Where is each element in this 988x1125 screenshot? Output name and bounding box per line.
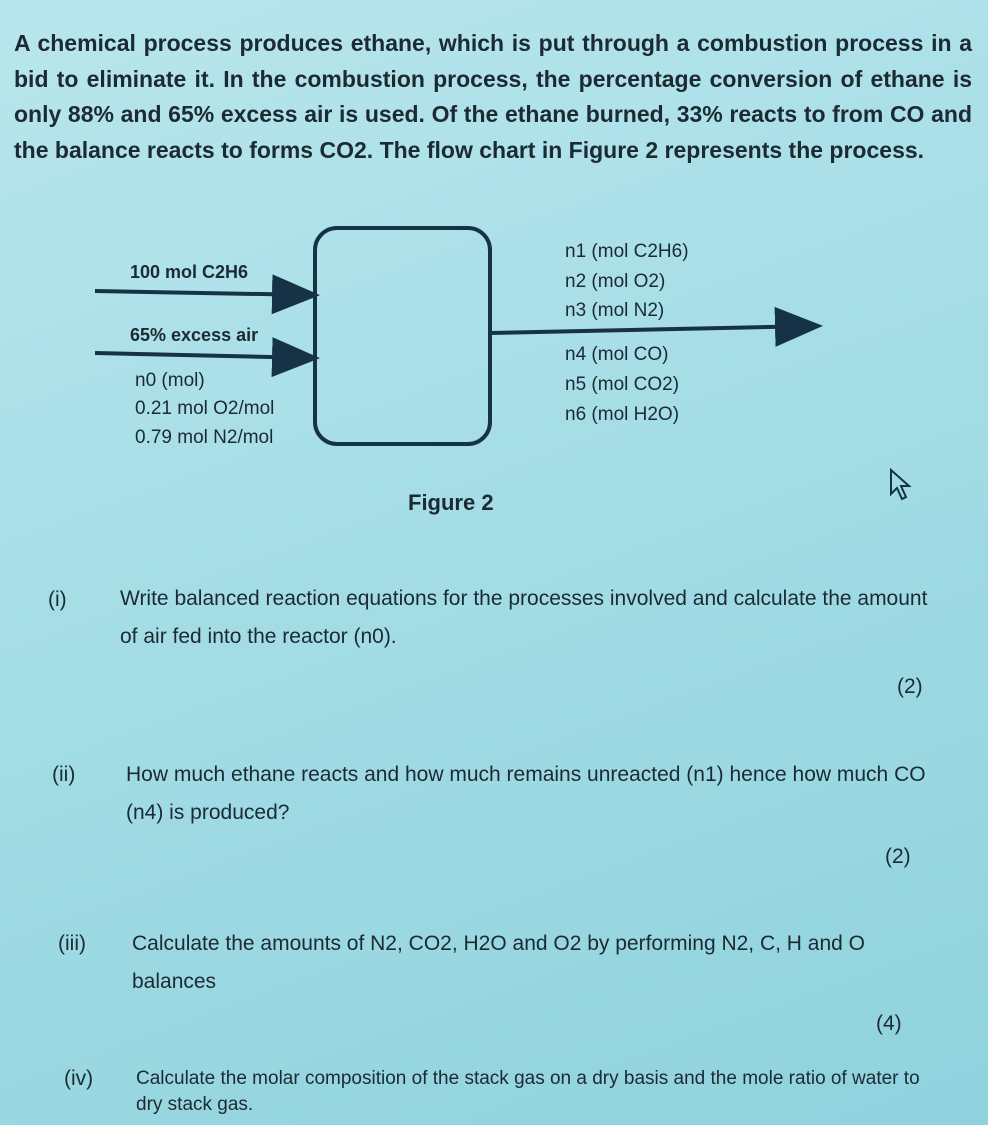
question-marks: (2): [897, 675, 923, 698]
feed-air-label: 65% excess air: [130, 325, 259, 345]
air-n2-fraction: 0.79 mol N2/mol: [135, 427, 274, 448]
cursor-pointer-icon: [885, 468, 915, 502]
output-n4: n4 (mol CO): [565, 344, 669, 365]
feed-ethane-label: 100 mol C2H6: [130, 262, 249, 282]
feed-air-arrow: [95, 353, 312, 358]
question-text: How much ethane reacts and how much remains unreacted (n1) hence how much CO (n4) is produced?: [126, 763, 926, 824]
output-n3: n3 (mol N2): [565, 300, 665, 321]
output-n2: n2 (mol O2): [565, 271, 666, 292]
question-text: Write balanced reaction equations for the processes involved and calculate the amount of air fed into the reactor (n0).: [120, 587, 928, 648]
output-n1: n1 (mol C2H6): [565, 241, 689, 262]
product-stream-arrow: [490, 326, 815, 333]
problem-statement: A chemical process produces ethane, which is put through a combustion process in a bid to eliminate it. In the combustion process, the percentage conversion of ethane is only 88% and 65% excess air is used. Of the ethane burned, 33% reacts to from CO and the balance reacts to forms CO2. The flow chart in Figure 2 represents the process.: [14, 30, 972, 163]
question-number: (iv): [64, 1067, 94, 1090]
air-o2-fraction: 0.21 mol O2/mol: [135, 398, 275, 419]
question-number: (ii): [52, 763, 76, 786]
question-number: (i): [48, 588, 67, 611]
feed-ethane-arrow: [95, 291, 312, 295]
question-marks: (2): [885, 845, 911, 868]
air-amount-label: n0 (mol): [135, 370, 205, 391]
question-text: Calculate the molar composition of the stack gas on a dry basis and the mole ratio of water to dry stack gas.: [136, 1068, 920, 1115]
question-text: Calculate the amounts of N2, CO2, H2O and O2 by performing N2, C, H and O balances: [132, 932, 866, 993]
figure-caption: Figure 2: [408, 490, 494, 515]
question-marks: (4): [876, 1012, 902, 1035]
output-n5: n5 (mol CO2): [565, 374, 680, 395]
question-number: (iii): [58, 932, 86, 955]
reactor-box: [315, 228, 490, 444]
output-n6: n6 (mol H2O): [565, 404, 680, 425]
